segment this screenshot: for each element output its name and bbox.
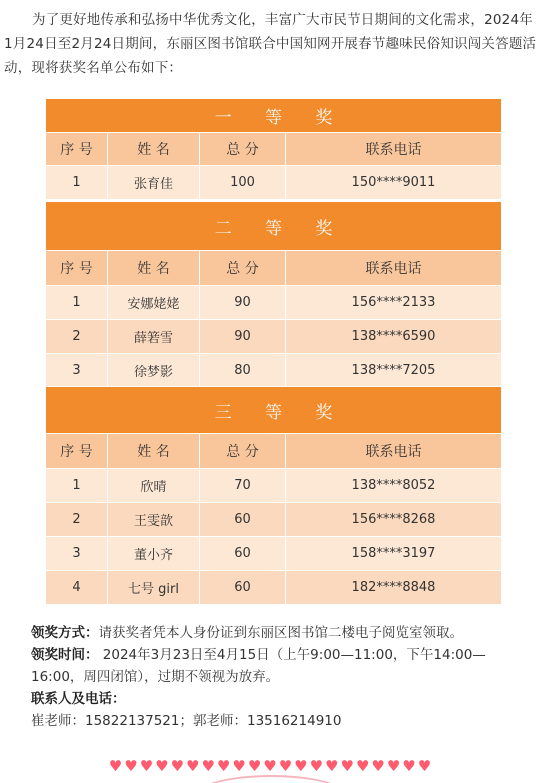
row-score: 100: [200, 166, 286, 200]
intro-paragraph: 为了更好地传承和弘扬中华优秀文化，丰富广大市民节日期间的文化需求，2024年1月24日至2月24日期间，东丽区图书馆联合中国知网开展春节趣味民俗知识闯关答题活动，现将获奖名单公布如下：: [4, 12, 537, 76]
third-prize-table: [45, 386, 502, 605]
row-seq: 3: [46, 354, 108, 388]
row-name: 薛箬雪: [108, 320, 200, 354]
claim-method-text: 请获奖者凭本人身份证到东丽区图书馆二楼电子阅览室领取。: [98, 625, 463, 641]
row-score: 60: [200, 537, 286, 571]
row-phone: 156****8268: [286, 503, 502, 537]
header-seq: 序 号: [46, 133, 108, 166]
first-prize-table: [45, 98, 502, 200]
claim-method-label: 领奖方式：: [31, 625, 99, 641]
hearts-divider: ♥♥♥♥♥♥♥♥♥♥♥♥♥♥♥♥♥♥♥♥♥: [108, 757, 434, 775]
row-seq: 2: [46, 503, 108, 537]
row-seq: 3: [46, 537, 108, 571]
row-phone: 182****8848: [286, 571, 502, 605]
header-name: 姓 名: [108, 434, 200, 469]
row-phone: 158****3197: [286, 537, 502, 571]
claim-time-text: 2024年3月23日至4月15日（上午9:00—11:00，下午14:00—16:00，周四闭馆），过期不领视为放弃。: [31, 647, 486, 685]
row-name: 徐梦影: [108, 354, 200, 388]
row-score: 60: [200, 571, 286, 605]
claim-info: [4, 622, 538, 732]
claim-time-label: 领奖时间：: [31, 647, 99, 663]
row-phone: 138****8052: [286, 469, 502, 503]
contact-label: 联系人及电话：: [31, 691, 126, 707]
row-phone: 138****6590: [286, 320, 502, 354]
contact-details: 崔老师：15822137521；郭老师：13516214910: [31, 713, 342, 729]
header-name: 姓 名: [108, 251, 200, 286]
table-row: [46, 571, 502, 605]
header-score: 总 分: [200, 251, 286, 286]
row-name: 七号 girl: [108, 571, 200, 605]
first-prize-title: 一 等 奖: [46, 99, 502, 133]
row-name: 王雯歆: [108, 503, 200, 537]
row-seq: 1: [46, 469, 108, 503]
row-score: 80: [200, 354, 286, 388]
header-phone: 联系电话: [286, 251, 502, 286]
table-row: [46, 286, 502, 320]
header-phone: 联系电话: [286, 434, 502, 469]
third-prize-title: 三 等 奖: [46, 387, 502, 434]
claim-time: [4, 644, 538, 688]
table-row: [46, 354, 502, 388]
header-phone: 联系电话: [286, 133, 502, 166]
claim-method: [4, 622, 538, 644]
row-name: 欣晴: [108, 469, 200, 503]
table-row: [46, 537, 502, 571]
table-row: [46, 503, 502, 537]
row-score: 90: [200, 286, 286, 320]
header-name: 姓 名: [108, 133, 200, 166]
second-prize-table: [45, 201, 502, 388]
header-score: 总 分: [200, 133, 286, 166]
table-row: [46, 166, 502, 200]
row-score: 60: [200, 503, 286, 537]
row-score: 70: [200, 469, 286, 503]
row-seq: 1: [46, 286, 108, 320]
decorative-arc: [196, 775, 346, 783]
second-prize-title: 二 等 奖: [46, 202, 502, 251]
row-seq: 4: [46, 571, 108, 605]
row-name: 董小齐: [108, 537, 200, 571]
row-seq: 1: [46, 166, 108, 200]
row-name: 张育佳: [108, 166, 200, 200]
row-seq: 2: [46, 320, 108, 354]
row-phone: 150****9011: [286, 166, 502, 200]
header-seq: 序 号: [46, 251, 108, 286]
row-phone: 138****7205: [286, 354, 502, 388]
contact-heading: [4, 688, 538, 710]
header-seq: 序 号: [46, 434, 108, 469]
header-score: 总 分: [200, 434, 286, 469]
table-row: [46, 320, 502, 354]
table-row: [46, 469, 502, 503]
row-phone: 156****2133: [286, 286, 502, 320]
row-name: 安娜姥姥: [108, 286, 200, 320]
row-score: 90: [200, 320, 286, 354]
